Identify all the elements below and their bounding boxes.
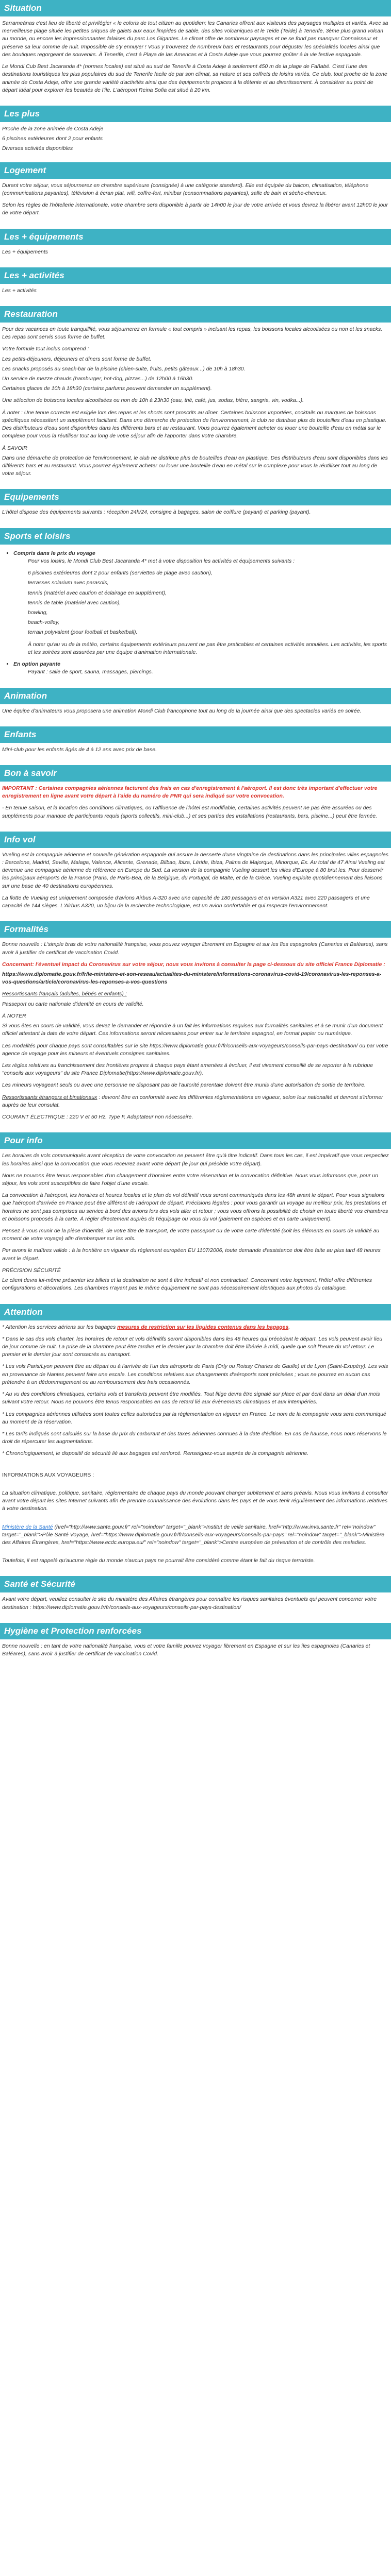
sports-option-item [13, 660, 389, 676]
spacer [2, 1462, 389, 1471]
situation-paragraph-2: Le Mondi Cub Best Jacaranda 4* (normes locales) est situé au sud de Tenerife à Costa Adeje à seulement 450 m de la plage de Fañabé. C'est l'une des destinations touristiques les plus populaires du sud de Tenerife facile de par son climat, sa nature et ses coffrets de loisirs variés. Ce club, tout proche de la zone animée de Costa Adeje, offre une grande variété d'activités ainsi que des équipements propices à la détente et au divertissement. À considérer au point de départ idéal pour explorer les beautés de l'île. L'aéroport Reina Sofia est situé à 20 km. [2, 63, 387, 93]
section-attention [0, 1320, 391, 1577]
section-bon-a-savoir [0, 782, 391, 832]
attention-paragraph-2: * Dans le cas des vols charter, les horaires de retour et vols définitifs seront disponibles dans les 48 heures qui précèdent le départ. Les vols peuvent avoir lieu de jour comme de nuit. La prise de la chambre peut être tardive et le dernier jour la chambre doit être libérée à midi, quelle que soit l'heure du vol retour. Le premier et le dernier jour sont consacrés au transport. [2, 1335, 383, 1358]
pour-info-paragraph-4: Pensez à vous munir de la pièce d'identité, de votre titre de transport, de votre passeport ou de votre carte d'identité (soit les éléments en cours de validité au moment de votre voyage) afin d'embarquer sur les vols. [2, 1228, 380, 1242]
formalites-note-heading: À NOTER [2, 1012, 26, 1019]
formalites-electric: COURANT ÉLECTRIQUE : 220 V et 50 Hz. Type F. Adaptateur non nécessaire. [2, 1114, 193, 1121]
sports-compris-equipment: tennis (matériel avec caution et éclairage en supplément), [28, 589, 167, 596]
sports-compris-equipment: beach-volley, [28, 619, 60, 626]
section-pour-info [0, 1149, 391, 1303]
plus-activites-text: Les + activités [2, 287, 37, 294]
section-formalites [0, 938, 391, 1132]
restauration-savoir-heading: À SAVOIR [2, 445, 28, 451]
section-title-attention: Attention [0, 1304, 391, 1320]
attention-paragraph-3: * Les vols Paris/Lyon peuvent être au départ ou à l'arrivée de l'un des aéroports de Paris (Orly ou Roissy Charles de Gaulle) et de Lyon (Saint-Exupéry). Les vols en provenance de Nantes peuvent faire une escale. Les conditions relatives aux changements d'aéroports sont précisées ; vous ne pourrez en aucun cas prétendre à un dédommagement ou au remboursement des frais occasionnés. [2, 1363, 388, 1385]
formalites-paragraph-7: Les mineurs voyageant seuls ou avec une personne ne disposant pas de l'autorité parentale doivent être munis d'une autorisation de sortie de territoire. [2, 1082, 366, 1089]
restauration-formula-item: Les petits-déjeuners, déjeuners et dîners sont forme de buffet. [2, 355, 152, 362]
bon-a-savoir-paragraph-2: - En tenue saison, et la location des conditions climatiques, ou l'affluence de l'hôtel est modifiable, certaines activités peuvent ne pas être assurées ou des suppléments pour manque de participants requis (sports collectifs, mini-club...) et ses parties des installations (restaurants, bars, piscine...) peut être fermée. [2, 805, 378, 819]
formalites-paragraph-6: Les règles relatives au franchissement des frontières propres à chaque pays étant amenées à évoluer, il est vivement conseillé de se reporter à la rubrique "conseils aux voyageurs" du site France Diplomatie(https://www.diplomatie.gouv.fr/). [2, 1062, 373, 1077]
info-vol-paragraph-2: La flotte de Vueling est uniquement composée d'avions Airbus A-320 avec une capacité de 180 passagers et en version A321 avec 220 passagers et une capacité de 144 sièges. L'Airbus A320, un bijou de la recherche technologique, est un avion confortable et qui respecte l'environnement. [2, 894, 370, 909]
section-title-bon-a-savoir: Bon à savoir [0, 765, 391, 782]
sports-compris-heading: Compris dans le prix du voyage [13, 550, 95, 556]
equipements-paragraph-1: L'hôtel dispose des équipements suivants : réception 24h/24, consigne à bagages, salon de coiffure (payant) et parking (payant). [2, 509, 311, 516]
section-title-les-plus: Les plus [0, 106, 391, 122]
sports-compris-intro: Pour vos loisirs, le Mondi Club Best Jacaranda 4* met à votre disposition les activités et équipements suivants : [28, 557, 295, 564]
sports-compris-equipment: terrasses solarium avec parasols, [28, 580, 109, 586]
hygiene-paragraph-1: Bonne nouvelle : en tant de votre nationalité française, vous et votre famille pouvez voyager librement en Espagne et sur les îles espagnoles (Canaries et Baléares), sans avoir à justifier de certificat de vaccination Covid. [2, 1642, 370, 1657]
pour-info-paragraph-1: Les horaires de vols communiqués avant réception de votre convocation ne peuvent être qu'à titre indicatif. Dans tous les cas, il est impératif que vous respectiez les horaires ainsi que la convocation que vous recevrez avant votre départ (le jour qui précède votre départ). [2, 1153, 389, 1167]
restauration-formula-item: Un service de mezze chauds (hamburger, hot-dog, pizzas...) de 12h00 à 16h30. [2, 376, 194, 382]
section-les-plus [0, 122, 391, 162]
pour-info-paragraph-5: Per avons le maîtres valide : à la frontière en vigueur du règlement européen EU 1107/2006, toute demande d'assistance doit être faite au plus tard 48 heures avant le départ. [2, 1247, 381, 1262]
formalites-covid-notice: Concernant: l'éventuel impact du Coronavirus sur votre séjour, nous vous invitons à consulter la page ci-dessous du site officiel France Diplomatie : [2, 961, 385, 968]
section-plus-equipements [0, 245, 391, 267]
sports-compris-equipment: tennis de table (matériel avec caution), [28, 599, 121, 606]
sports-option-heading: En option payante [13, 661, 61, 668]
sante-paragraph-1: Avant votre départ, veuillez consulter le site du ministère des Affaires étrangères pour connaître les risques sanitaires éventuels qui peuvent concerner votre destination : https://www.diplomatie.gouv.fr/fr/conseils-aux-voyageurs/conseils-par-pays-destination/ [2, 1596, 377, 1611]
sports-option-body [13, 668, 389, 676]
spacer [2, 1483, 389, 1489]
restauration-paragraph-1: Pour des vacances en toute tranquillité, vous séjournerez en formule « tout compris » incluant les repas, les boissons locales alcoolisées ou non et les snacks. Les repas sont servis sous forme de buffet. [2, 326, 383, 341]
ministere-sante-link[interactable]: Ministère de la Santé [2, 1523, 53, 1530]
section-restauration [0, 323, 391, 489]
formalites-foreign-text: : devront être en conformité avec les différentes réglementations en vigueur, selon leur nationalité et devront s'informer auprès de leur consulat. [2, 1094, 383, 1108]
enfants-paragraph-1: Mini-club pour les enfants âgés de 4 à 12 ans avec prix de base. [2, 746, 157, 753]
restauration-paragraph-3: Une sélection de boissons locales alcoolisées ou non de 10h à 23h30 (eau, thé, café, jus, sodas, bière, sangria, vin, vodka...). [2, 397, 304, 404]
restauration-formula-heading: Votre formule tout inclus comprend : [2, 346, 89, 352]
sports-compris-equipment: 6 piscines extérieures dont 2 pour enfants (serviettes de plage avec caution), [28, 570, 213, 577]
section-title-pour-info: Pour info [0, 1132, 391, 1149]
section-title-formalites: Formalités [0, 921, 391, 938]
sports-list [13, 550, 389, 676]
animation-paragraph-1: Une équipe d'animateurs vous proposera une animation Mondi Club francophone tout au long de la journée ainsi que des spectacles variés en soirée. [2, 707, 362, 714]
formalites-foreign-heading: Ressortissants étrangers et binationaux [2, 1094, 97, 1100]
pour-info-paragraph-2: Nous ne pouvons être tenus responsables d'un changement d'horaires entre votre réservation et la convocation définitive. Nous vous informons que, pour un séjour, les vols sont susceptibles de faire l'objet d'une escale. [2, 1172, 378, 1187]
attention-p9-text: (href="http://www.sante.gouv.fr" rel="noindow" target="_blank">Institut de veille sanitaire, href="http://www.invs.sante.fr" rel="noindow" target="_blank">Pôle Santé Voyage, href="https://www.diplomatie.gouv.fr/fr/conseils-aux-voyageurs/conseils-par-pays" rel="noindow" target="_blank">Ministère des Affaires Étrangères, href="https://www.ecdc.europa.eu/" rel="noindow" target="_blank">Centre européen de prévention et de contrôle des maladies. [2, 1523, 385, 1546]
attention-p1-post: . [288, 1324, 290, 1330]
restauration-paragraph-5: Dans une démarche de protection de l'environnement, le club ne distribue plus de bouteilles d'eau en plastique. Des distributeurs d'eau sont disponibles dans les différents bars et au restaurant. Vous pourrez également acheter ou louer une bouteille d'eau en métal sur le complexe pour vous la réutiliser tout au long de votre séjour. [2, 454, 388, 477]
section-title-sports: Sports et loisirs [0, 528, 391, 545]
section-logement [0, 179, 391, 229]
restauration-paragraph-4: À noter : Une tenue correcte est exigée lors des repas et les shorts sont proscrits au dîner. Certaines boissons importées, cocktails ou marques de boissons spécifiques nécessitent un supplément facilitant. Dans une démarche de protection de l'environnement, le club ne distribue plus de bouteilles d'eau en plastique. Des distributeurs d'eau sont disponibles dans les différents bars et au restaurant. Vous pourrez également acheter ou louer une bouteille d'eau en métal sur le complexe pour vous la réutiliser tout au long de votre séjour afin de l'apporter dans votre chambre. [2, 409, 387, 439]
section-animation [0, 704, 391, 726]
pour-info-security-text: Le client devra lui-même présenter les billets et la destination ne sont à titre indicatif et non contractuel. Concernant votre logement, l'hôtel offre différentes configurations et décorations. Les chambres n'ayant pas le même équipement ne sont pas nécessairement identiques aux photos du catalogue. [2, 1277, 372, 1292]
attention-paragraph-1 [2, 1324, 389, 1331]
les-plus-item-3: Diverses activités disponibles [2, 145, 73, 152]
attention-paragraph-8: La situation climatique, politique, sanitaire, réglementaire de chaque pays du monde pouvant changer subitement et sans préavis. Nous vous invitons à consulter avant votre départ les sites Internet suivants afin de prendre connaissance des évolutions dans les pays et de vous tenir régulièrement des informations relatives à votre destination. [2, 1489, 388, 1512]
sports-compris-equipment: bowling, [28, 609, 48, 616]
section-title-logement: Logement [0, 162, 391, 179]
pour-info-security-heading: PRÉCISION SÉCURITÉ [2, 1267, 61, 1274]
plus-equipements-text: Les + équipements [2, 248, 48, 255]
section-situation [0, 16, 391, 106]
attention-p1-pre: * Attention les services aériens sur les bagages [2, 1324, 118, 1330]
formalites-paragraph-5: Les modalités pour chaque pays sont consultables sur le site https://www.diplomatie.gouv.fr/fr/conseils-aux-voyageurs/conseils-par-pays-destination/ ou par votre agence de voyage pour les mineurs et éventuels consignes sanitaires. [2, 1042, 388, 1057]
section-title-restauration: Restauration [0, 306, 391, 323]
restauration-formula-item: Les snacks proposés au snack-bar de la piscine (chien-suite, fruits, petits gâteaux...) de 10h à 18h30. [2, 365, 246, 372]
formalites-paragraph-1: Bonne nouvelle : L'simple bras de votre nationalité française, vous pouvez voyager librement en Espagne et sur les îles espagnoles (Canaries et Baléares), sans avoir à justifier de certificat de vaccination Covid. [2, 941, 388, 956]
sports-compris-item [13, 550, 389, 656]
formalites-french-nationals-heading: Ressortissants français (adultes, bébés et enfants) : [2, 991, 127, 997]
attention-paragraph-4: * Au vu des conditions climatiques, certains vols et transferts peuvent être modifiés. Tout litige devra être signalé sur place et par écrit dans un délai d'un mois suivant votre retour. Nous ne pouvons être tenus responsables en cas de retard lié aux évènements climatiques et aux intempéries. [2, 1391, 380, 1405]
logement-paragraph-2: Selon les règles de l'hôtellerie internationale, votre chambre sera disponible à partir de 14h00 le jour de votre arrivée et vous devrez la libérer avant 12h00 le jour de votre départ. [2, 202, 388, 216]
logement-paragraph-1: Durant votre séjour, vous séjournerez en chambre supérieure (consignée) à une catégorie standard). Elle est équipée du balcon, climatisation, téléphone (communications payantes), télévision à écran plat, wifi, coffre-fort, minibar (consommations payantes), salle de bain et sèche-cheveux. [2, 182, 369, 196]
section-sports [0, 545, 391, 688]
sports-option-text: Payant : salle de sport, sauna, massages, piercings. [28, 669, 153, 675]
attention-paragraph-9 [2, 1523, 389, 1547]
attention-paragraph-7: * Chronologiquement, le dispositif de sécurité lié aux bagages est renforcé. Renseignez-vous auprès de la compagnie aérienne. [2, 1450, 309, 1457]
spacer [2, 1517, 389, 1523]
section-info-vol [0, 848, 391, 922]
section-plus-activites [0, 284, 391, 306]
section-title-equipements: Equipements [0, 489, 391, 505]
sports-compris-note: À noter qu'au vu de la météo, certains équipements extérieurs peuvent ne pas être praticables et certaines activités annulées. Les activités, les sports et les soirées sont assurées par une équipe d'animation internationale. [28, 641, 387, 655]
section-equipements [0, 505, 391, 528]
attention-paragraph-6: * Les tarifs indiqués sont calculés sur la base du prix du carburant et des taxes aériennes connues à la date d'édition. En cas de hausse, nous nous réservons le droit de répercuter les augmentations. [2, 1430, 387, 1445]
formalites-paragraph-8 [2, 1094, 389, 1109]
spacer [2, 1551, 389, 1557]
attention-paragraph-5: * Les compagnies aériennes utilisées sont toutes celles autorisées par la réglementation en vigueur en France. Le nom de la compagnie vous sera communiqué au moment de la réservation. [2, 1411, 386, 1425]
section-sante [0, 1592, 391, 1622]
les-plus-item-2: 6 piscines extérieures dont 2 pour enfants [2, 135, 103, 142]
formalites-covid-link[interactable]: https://www.diplomatie.gouv.fr/fr/le-ministere-et-son-reseau/actualites-du-ministere/informations-coronavirus-covid-19/coronavirus-les-reponses-a-vos-questions/article/coronavirus-les-reponses-a-vos-questions [2, 971, 382, 986]
section-title-plus-activites: Les + activités [0, 267, 391, 284]
sports-compris-equipment: terrain polyvalent (pour football et basketball). [28, 629, 138, 636]
section-hygiene [0, 1639, 391, 1669]
attention-info-heading: INFORMATIONS AUX VOYAGEURS : [2, 1471, 94, 1478]
info-vol-paragraph-1: Vueling est la compagnie aérienne et nouvelle génération espagnole qui assure la desserte d'une vingtaine de destinations dans les principales villes espagnoles : Barcelone, Madrid, Seville, Malaga, Valence, Alicante, Grenade, Bilbao, Ibiza, Léride, Ibiza, Palma de Majorque, Minorque, Ex. Au total de 47 Ainsi Vueling est devenue une compagnie aérienne de référence en Europe du Sud. La version de la compagnie Vueling dessert les villes d'Europe à 80 brut les. Pour desservir les principaux aéroports de la France (Paris, de Paris-Bea, de la Belgique, du Portugal, de Malte, et de la Grèce. Vueling exploite quotidiennement des liaisons sur une base de 40 destinations européennes. [2, 851, 388, 889]
section-title-sante: Santé et Sécurité [0, 1576, 391, 1592]
bon-a-savoir-important: IMPORTANT : Certaines compagnies aériennes facturent des frais en cas d'enregistrement à l'aéroport. Il est donc très important d'effectuer votre enregistrement en ligne avant votre départ à l'aide du numéro de PNR qui sera indiqué sur votre convocation. [2, 785, 378, 800]
formalites-french-nationals-text: Passeport ou carte nationale d'identité en cours de validité. [2, 1001, 144, 1007]
section-title-plus-equipements: Les + équipements [0, 229, 391, 245]
attention-paragraph-10: Toutefois, il est rappelé qu'aucune règle du monde n'aucun pays ne pourrait être considéré comme étant le fait du risque terroriste. [2, 1557, 315, 1564]
liquids-restriction-link[interactable]: mesures de restriction sur les liquides contenus dans les bagages [117, 1324, 289, 1330]
situation-paragraph-1: Sarrameánas c'est lieu de liberté et privilégier « le coloris de tout citizen au quotidien; les Canaries offrent aux visiteurs des paysages multiples et variés. Avec sa merveilleuse plage située les petites criques de galets aux eaux limpides de sable, des sites volcaniques et le Teide (Teide) à Tenerife, 3ème plus grand volcan au monde, ou encore les impressionnantes falaises du parc Los Gigantes. Le climat offre de nombreux paysages et ne se fond pas manquer Connaisseur et préserve sa leur comme de nuit. Impossible de s'y ennuyer ! Vous y trouverez de nombreux bars et restaurants pour déguster les spécialités locales ainsi que des boutiques regorgeant de souvenirs. À Tenerife, c'est à Playa de las Americas et à Costa Adeje que vous pourrez goûter à la vie festive espagnole. [2, 20, 388, 58]
section-title-enfants: Enfants [0, 726, 391, 743]
section-title-situation: Situation [0, 0, 391, 16]
restauration-formula-item: Certaines glaces de 10h à 18h30 (certains parfums peuvent demander un supplément). [2, 385, 212, 392]
section-title-animation: Animation [0, 688, 391, 704]
section-title-info-vol: Info vol [0, 832, 391, 848]
formalites-note-text: Si vous êtes en cours de validité, vous devez le demander et répondre à un fait les informations requises aux formalités sanitaires et à se munir d'un document officiel attestant la date de votre départ. Ces informations seront nécessaires pour entrer sur le territoire espagnol, en format papier ou numérique. [2, 1023, 383, 1037]
pour-info-paragraph-3: La convocation à l'aéroport, les horaires et heures locales et le plan de vol définitif vous seront communiqués dans les 48h avant le départ. Pour vous signalons que l'aéroport d'arrivée en France peut être différent de l'aéroport de départ. Précisions légales : pour vous garantir un voyage au meilleur prix, les prestations et horaires ne sont pas comprises au service à bord des avions lors des vols aller et retour ; vous vous offrons la possibilité de choisir en toute liberté vos chambres et boissons proposés à la carte. À régler directement auprès de l'équipage ou vous du vol (paiement en espèces et en carte uniquement). [2, 1192, 388, 1222]
section-enfants [0, 743, 391, 765]
sports-compris-body [13, 557, 389, 656]
les-plus-item-1: Proche de la zone animée de Costa Adeje [2, 125, 104, 132]
section-title-hygiene: Hygiène et Protection renforcées [0, 1623, 391, 1639]
